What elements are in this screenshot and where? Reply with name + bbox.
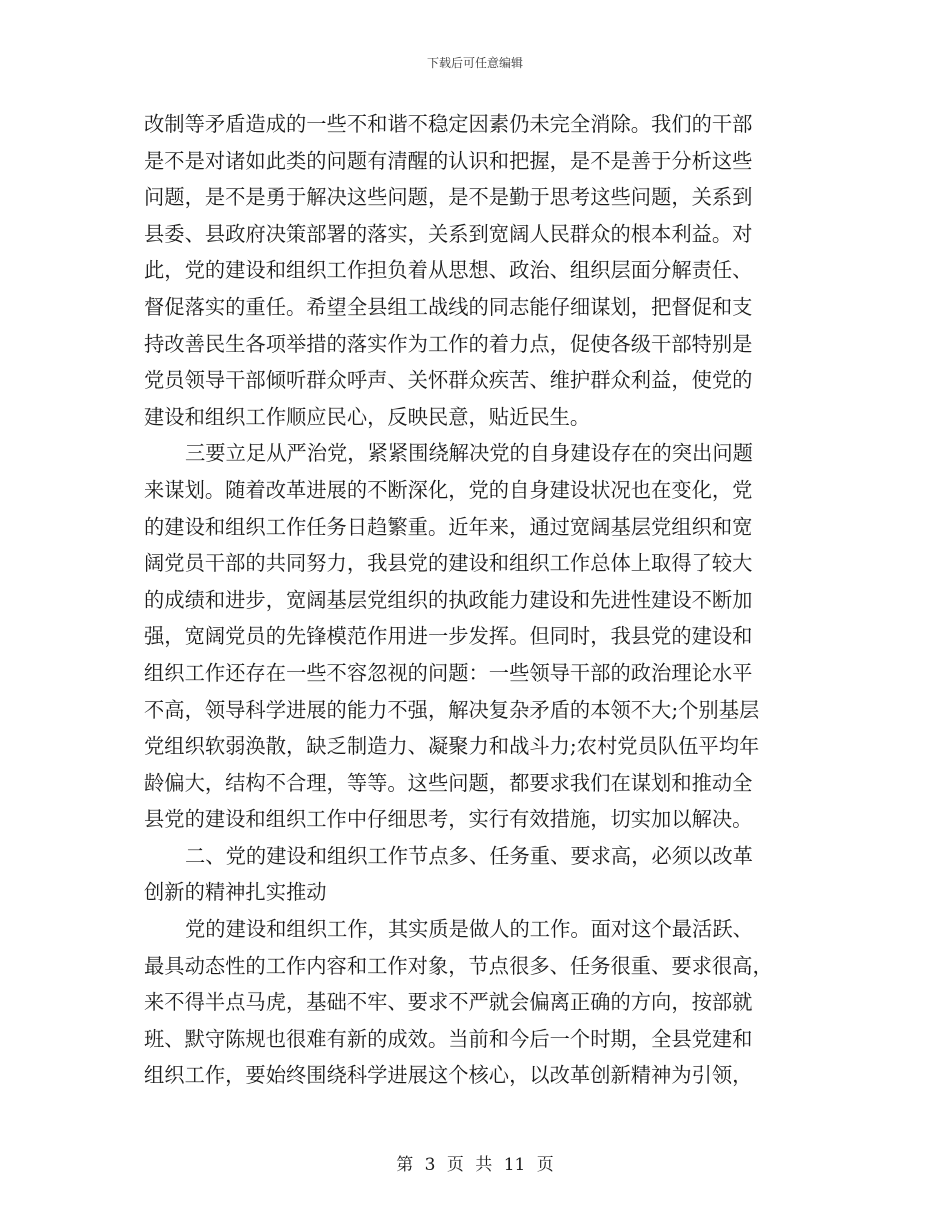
footer-ye: 页 — [446, 1155, 464, 1175]
section-heading-line: 二、党的建设和组织工作节点多、任务重、要求高，必须以改革 — [185, 843, 753, 868]
footer-page-number: 3 — [424, 1155, 436, 1175]
text-line: 来不得半点马虎，基础不牢、要求不严就会偏离正确的方向，按部就 — [144, 990, 753, 1015]
text-line: 党组织软弱涣散，缺乏制造力、凝聚力和战斗力;农村党员队伍平均年 — [144, 734, 760, 759]
text-line: 此，党的建设和组织工作担负着从思想、政治、组织层面分解责任、 — [144, 258, 753, 283]
footer-gong: 共 — [475, 1155, 493, 1175]
text-line: 最具动态性的工作内容和工作对象，节点很多、任务很重、要求很高， — [144, 953, 773, 978]
paragraph-first-line: 三要立足从严治党，紧紧围绕解决党的自身建设存在的突出问题 — [185, 441, 753, 466]
text-line: 强，宽阔党员的先锋模范作用进一步发挥。但同时，我县党的建设和 — [144, 624, 753, 649]
text-line: 督促落实的重任。希望全县组工战线的同志能仔细谋划，把督促和支 — [144, 294, 753, 319]
text-line: 是不是对诸如此类的问题有清醒的认识和把握，是不是善于分析这些 — [144, 148, 753, 173]
body-text — [144, 106, 804, 1094]
page-footer — [0, 1150, 950, 1175]
footer-total-pages: 11 — [503, 1155, 526, 1175]
text-line: 来谋划。随着改革进展的不断深化，党的自身建设状况也在变化，党 — [144, 477, 753, 502]
text-line: 的成绩和进步，宽阔基层党组织的执政能力建设和先进性建设不断加 — [144, 587, 753, 612]
text-line: 阔党员干部的共同努力，我县党的建设和组织工作总体上取得了较大 — [144, 551, 753, 576]
text-line: 问题，是不是勇于解决这些问题，是不是勤于思考这些问题，关系到 — [144, 185, 753, 210]
text-line: 持改善民生各项举措的落实作为工作的着力点，促使各级干部特别是 — [144, 331, 753, 356]
text-line: 的建设和组织工作任务日趋繁重。近年来，通过宽阔基层党组织和宽 — [144, 514, 753, 539]
text-line: 改制等矛盾造成的一些不和谐不稳定因素仍未完全消除。我们的干部 — [144, 112, 753, 136]
text-line: 组织工作，要始终围绕科学进展这个核心，以改革创新精神为引领， — [144, 1063, 753, 1088]
footer-di: 第 — [396, 1155, 414, 1175]
text-line: 组织工作还存在一些不容忽视的问题：一些领导干部的政治理论水平 — [144, 660, 753, 685]
text-line: 不高，领导科学进展的能力不强，解决复杂矛盾的本领不大;个别基层 — [144, 697, 760, 722]
text-line: 龄偏大，结构不合理，等等。这些问题，都要求我们在谋划和推动全 — [144, 770, 753, 795]
paragraph-first-line: 党的建设和组织工作，其实质是做人的工作。面对这个最活跃、 — [185, 917, 753, 942]
text-line: 建设和组织工作顺应民心，反映民意，贴近民生。 — [144, 404, 591, 429]
text-line: 县委、县政府决策部署的落实，关系到宽阔人民群众的根本利益。对 — [144, 221, 753, 246]
footer-ye: 页 — [536, 1155, 554, 1175]
text-line: 党员领导干部倾听群众呼声、关怀群众疾苦、维护群众利益，使党的 — [144, 368, 753, 393]
text-line: 班、默守陈规也很难有新的成效。当前和今后一个时期，全县党建和 — [144, 1026, 753, 1051]
page-header: 下载后可任意编辑 — [426, 56, 523, 70]
text-line: 县党的建设和组织工作中仔细思考，实行有效措施，切实加以解决。 — [144, 807, 753, 832]
section-heading-line: 创新的精神扎实推动 — [144, 880, 327, 905]
